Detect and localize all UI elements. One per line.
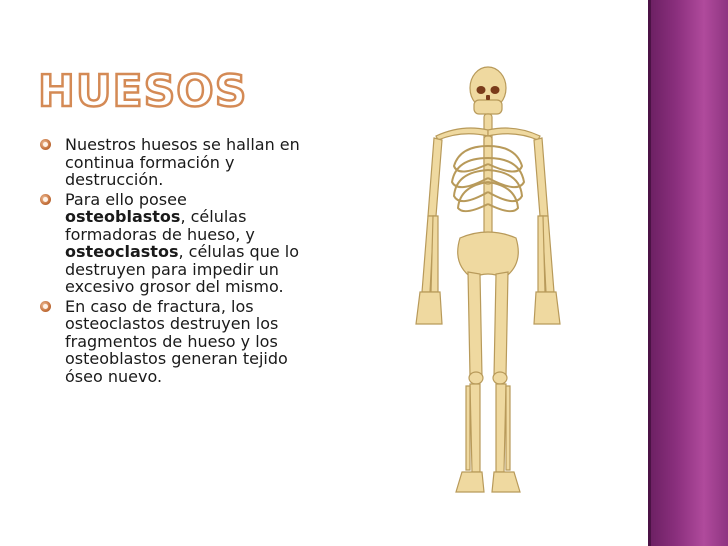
bullet-text: En caso de fractura, los osteoclastos destruyen los fragmentos de hueso y los osteoblastos generan tejido óseo nuevo. <box>65 296 288 386</box>
bullet-icon <box>40 194 51 205</box>
term-osteoblastos: osteoblastos <box>65 207 181 226</box>
bullet-text-post: , células que lo destruyen para impedir un excesivo grosor del mismo. <box>65 242 299 296</box>
bullet-item <box>40 191 310 296</box>
term-osteoclastos: osteoclastos <box>65 242 179 261</box>
skeleton-image <box>400 66 580 502</box>
decorative-side-band <box>648 0 728 546</box>
bullet-text-mid: , células formadoras de hueso, y <box>65 207 255 244</box>
slide-title: HUESOS <box>38 66 248 117</box>
bullet-icon <box>40 139 51 150</box>
bullet-item <box>40 298 310 386</box>
bullet-item <box>40 136 310 189</box>
bullet-text: Nuestros huesos se hallan en continua formación y destrucción. <box>65 135 300 189</box>
bullet-list <box>40 136 310 387</box>
bullet-icon <box>40 301 51 312</box>
bullet-text-pre: Para ello posee <box>65 189 187 209</box>
